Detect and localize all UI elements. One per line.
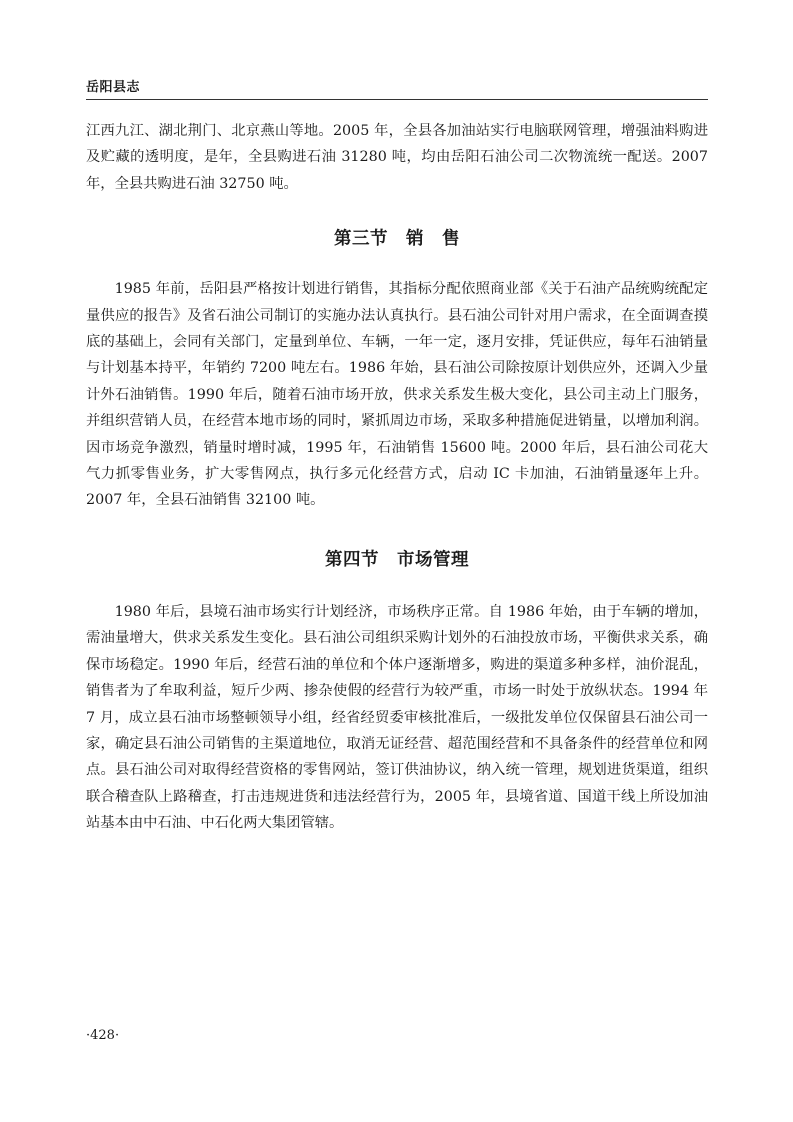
section-title-sales: 第三节 销 售 [334, 229, 460, 250]
page-number: ·428· [86, 1028, 120, 1043]
intro-paragraph: 江西九江、湖北荆门、北京燕山等地。2005 年，全县各加油站实行电脑联网管理，增强油料购进及贮藏的透明度，是年，全县购进石油 31280 吨，均由岳阳石油公司二次物流统一配送。2007 年，全县共购进石油 32750 吨。 [86, 123, 708, 192]
section-title-market-management: 第四节 市场管理 [325, 549, 469, 570]
header-rule [86, 99, 708, 100]
section-paragraph-market-management: 1980 年后，县境石油市场实行计划经济，市场秩序正常。自 1986 年始，由于车辆的增加，需油量增大，供求关系发生变化。县石油公司组织采购计划外的石油投放市场，平衡供求关系，确保市场稳定。1990 年后，经营石油的单位和个体户逐渐增多，购进的渠道多种多样，油价混乱，销售者为了牟取利益，短斤少两、掺杂使假的经营行为较严重，市场一时处于放纵状态。1994 年 7 月，成立县石油市场整顿领导小组，经省经贸委审核批准后，一级批发单位仅保留县石油公司一家，确定县石油公司销售的主渠道地位，取消无证经营、超范围经营和不具备条件的经营单位和网点。县石油公司对取得经营资格的零售网站，签订供油协议，纳入统一管理，规划进货渠道，组织联合稽查队上路稽查，打击违规进货和违法经营行为，2005 年，县境省道、国道干线上所设加油站基本由中石油、中石化两大集团管辖。 [86, 603, 708, 832]
page-body [86, 118, 708, 837]
running-head-title: 岳阳县志 [86, 80, 141, 95]
section-paragraph-sales: 1985 年前，岳阳县严格按计划进行销售，其指标分配依照商业部《关于石油产品统购统配定量供应的报告》及省石油公司制订的实施办法认真执行。县石油公司针对用户需求，在全面调查摸底的基础上，会同有关部门，定量到单位、车辆，一年一定，逐月安排，凭证供应，每年石油销量与计划基本持平，年销约 7200 吨左右。1986 年始，县石油公司除按原计划供应外，还调入少量计外石油销售。1990 年后，随着石油市场开放，供求关系发生极大变化，县公司主动上门服务，并组织营销人员，在经营本地市场的同时，紧抓周边市场，采取多种措施促进销量，以增加利润。因市场竞争激烈，销量时增时减，1995 年，石油销售 15600 吨。2000 年后，县石油公司花大气力抓零售业务，扩大零售网点，执行多元化经营方式，启动 IC 卡加油，石油销量逐年上升。2007 年，全县石油销售 32100 吨。 [86, 281, 708, 509]
